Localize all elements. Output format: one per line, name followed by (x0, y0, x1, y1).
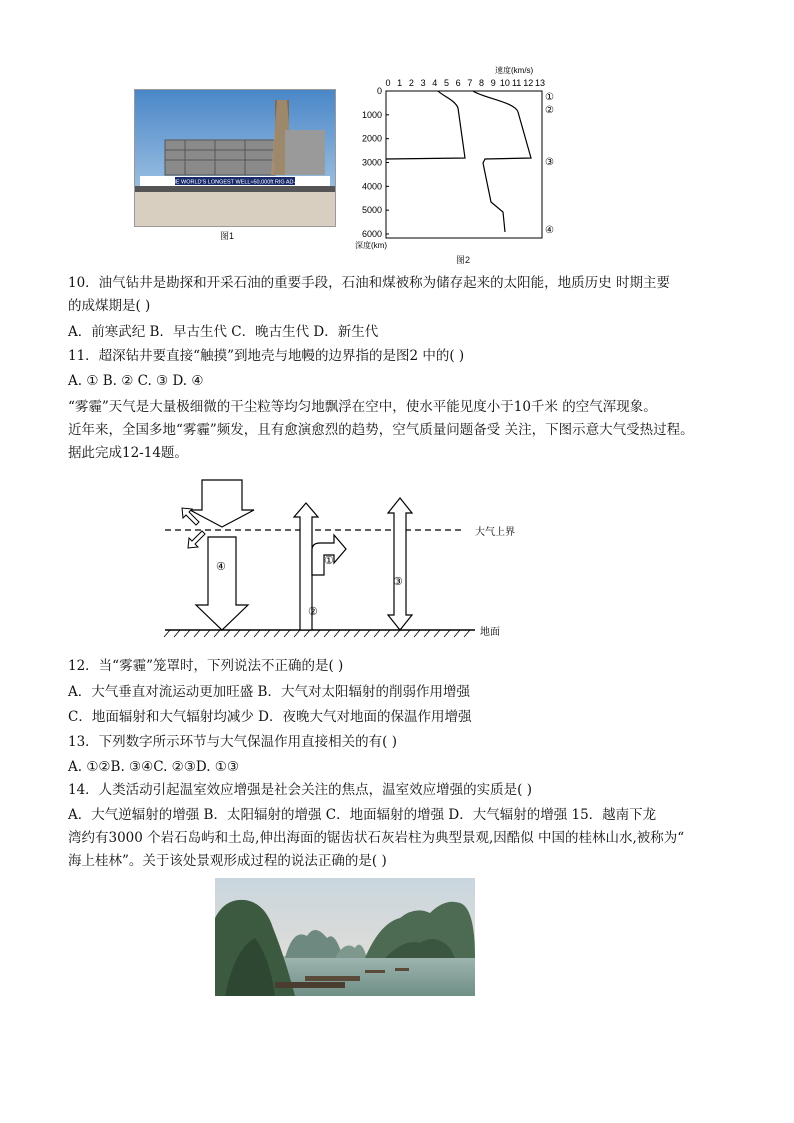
depth-tick-label: 3000 (361, 157, 382, 168)
depth-tick-label: 6000 (361, 229, 382, 239)
passage-line1: “雾霾”天气是大量极细微的干尘粒等均匀地飘浮在空中，使水平能见度小于10千米 的空气浑现象。 (68, 399, 657, 415)
arrow-1-label: ① (324, 554, 334, 567)
q13-line1: 13．下列数字所示环节与大气保温作用直接相关的有( ) (68, 734, 398, 750)
q10-options: A．前寒武纪 B．早古生代 C．晚古生代 D．新生代 (68, 324, 379, 340)
q10-line1: 10．油气钻井是勘探和开采石油的重要手段，石油和煤被称为储存起来的太阳能，地质历史 时期主要 (68, 275, 670, 291)
speed-tick-label: 11 (511, 78, 522, 88)
speed-tick-label: 5 (443, 78, 449, 88)
depth-tick-label: 1000 (361, 109, 382, 120)
q13-options: A. ①②B. ③④C. ②③D. ①③ (68, 759, 240, 775)
q14-line1: 14．人类活动引起温室效应增强是社会关注的焦点，温室效应增强的实质是( ) (68, 782, 533, 798)
depth-tick-label: 2000 (361, 133, 382, 144)
speed-tick-label: 1 (397, 78, 403, 88)
halong-bay-photo (215, 878, 475, 996)
marker-4: ④ (545, 225, 554, 236)
marker-1: ① (545, 92, 554, 103)
arrow-3 (388, 498, 412, 630)
q10-line2: 的成煤期是( ) (68, 298, 151, 314)
solar-radiation-arrow (190, 480, 254, 527)
depth-tick-label: 5000 (361, 205, 382, 216)
speed-tick-label: 4 (432, 78, 438, 88)
speed-tick-label: 3 (420, 78, 426, 88)
atmospheric-heating-diagram (160, 475, 530, 645)
atmosphere-top-label: 大气上界 (475, 527, 515, 538)
arrow-4-label: ④ (216, 560, 226, 573)
drilling-rig-photo (134, 89, 336, 227)
speed-tick-label: 12 (523, 78, 534, 88)
figure2-caption: 图2 (456, 255, 471, 265)
depth-tick-label: 0 (376, 86, 382, 96)
q11-line1: 11．超深钻井要直接“触摸”到地壳与地幔的边界指的是图2 中的( ) (68, 348, 465, 364)
q11-options: A. ① B. ② C. ③ D. ④ (68, 373, 204, 389)
passage-line2: 近年来，全国多地“雾霾”频发，且有愈演愈烈的趋势，空气质量问题备受 关注，下图示意大气受热过程。 (68, 422, 694, 438)
q14-line2: A．大气逆辐射的增强 B．太阳辐射的增强 C．地面辐射的增强 D．大气辐射的增强 15．越南下龙 (68, 807, 657, 823)
s-wave-curve (386, 91, 465, 159)
depth-axis-label: 深度(km) (355, 241, 387, 250)
depth-tick-label: 4000 (361, 181, 382, 192)
q12-line1: 12．当“雾霾”笼罩时，下列说法不正确的是( ) (68, 658, 344, 674)
speed-tick-label: 8 (479, 78, 485, 88)
p-wave-curve (473, 91, 531, 232)
arrow-3-label: ③ (393, 575, 403, 588)
speed-tick-label: 13 (534, 78, 546, 88)
speed-tick-label: 6 (455, 78, 461, 88)
q14-line3: 湾约有3000 个岩石岛屿和土岛,伸出海面的锯齿状石灰岩柱为典型景观,因酷似 中国的桂林山水,被称为“ (68, 830, 685, 846)
marker-2: ② (545, 105, 554, 116)
rig-banner-text: THE WORLD'S LONGEST WELL≈50,000ft RIG AD-68 (168, 179, 302, 186)
q12-options-cd: C．地面辐射和大气辐射均减少 D．夜晚大气对地面的保温作用增强 (68, 709, 472, 725)
ground-label: 地面 (480, 627, 500, 638)
speed-tick-label: 7 (467, 78, 473, 88)
speed-tick-label: 10 (499, 78, 510, 88)
arrow-2-label: ② (308, 605, 318, 618)
marker-3: ③ (545, 157, 554, 168)
speed-tick-label: 9 (490, 78, 496, 88)
passage-line3: 据此完成12-14题。 (68, 445, 188, 461)
figure1-caption: 图1 (220, 231, 235, 241)
seismic-speed-chart (355, 62, 570, 267)
q12-options-ab: A．大气垂直对流运动更加旺盛 B．大气对太阳辐射的削弱作用增强 (68, 684, 470, 700)
speed-axis-label: 速度(km/s) (495, 66, 534, 75)
q14-line4: 海上桂林”。关于该处景观形成过程的说法正确的是( ) (68, 853, 387, 869)
speed-tick-label: 0 (385, 78, 391, 88)
speed-tick-label: 2 (408, 78, 414, 88)
arrow-4 (196, 537, 248, 630)
